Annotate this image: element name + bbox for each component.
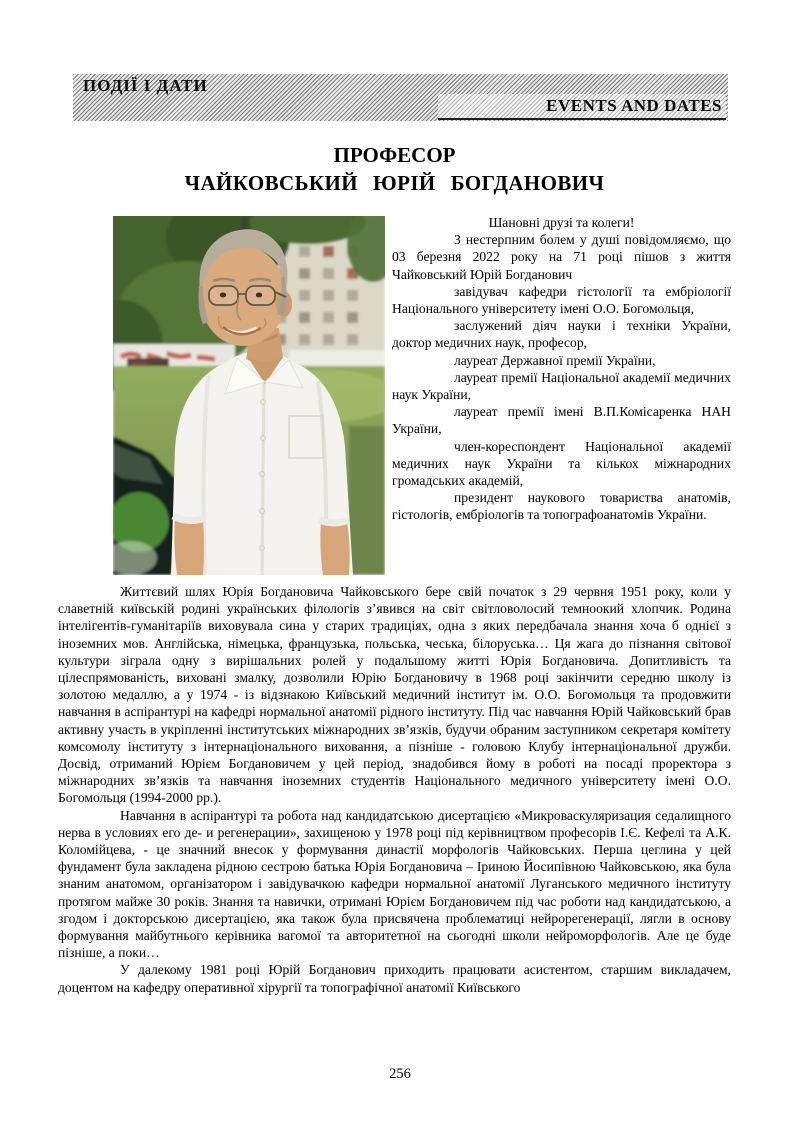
page-number: 256	[389, 1066, 411, 1082]
dedication-paragraph: член-кореспондент Національної академії медичних наук України та кількох міжнародних громадських академій,	[392, 438, 731, 489]
section-header-band	[73, 74, 728, 121]
article-title-line2: ЧАЙКОВСЬКИЙ ЮРІЙ БОГДАНОВИЧ	[184, 171, 605, 195]
dedication-paragraph: З нестерпним болем у душі повідомляємо, що 03 березня 2022 року на 71 році пішов з життя Чайковський Юрій Богданович	[392, 232, 731, 282]
fence	[289, 350, 385, 366]
dedication-paragraph: завідувач кафедри гістології та ембріології Національного університету імені О.О. Богомольця,	[392, 283, 731, 317]
body-paragraph: Життєвий шлях Юрія Богдановича Чайковського бере свій початок з 29 червня 1951 року, коли у славетній київській родині українських філологів з’явився на світ світловолосий темноокий хлопчик. Родина інтелігентів-гуманітаріїв виховувала сина у старих традиціях, одна з яких передбачала знання хоча б однієї з іноземних мов. Англійська, німецька, французька, польська, чеська, білоруська… Ця жага до пізнання світової культури зіграла одну з вирішальних ролей у подальшому житті Юрія Богдановича. Допитливість та цілеспрямованість, виховані змалку, дозволили Юрію Богдановичу в 1968 році закінчити середню школу із золотою медаллю, а у 1974 - із відзнакою Київський медичний інститут ім. О.О. Богомольця та продовжити навчання в аспірантурі на кафедрі нормальної анатомії рідного інституту. Під час навчання Юрій Чайковський брав активну участь в укріпленні інститутських міжнародних зв’язків, будучи обраним заступником секретаря комітету комсомолу інституту з інтернаціонального виховання, а пізніше - головою Клубу інтернаціональної дружби. Досвід, отриманий Юрієм Богдановичем у цей період, знадобився йому в роботі на посаді проректора з міжнародних зв’язків та навчання іноземних студентів Національного медичного університету імені О.О. Богомольця (1994-2000 рр.).	[58, 584, 731, 806]
rubric-title-english: EVENTS AND DATES	[546, 96, 722, 115]
dedication-paragraph: президент наукового товариства анатомів, гістологів, ембріологів та топографоанатомів України.	[392, 490, 731, 523]
salutation: Шановні друзі та колеги!	[488, 215, 635, 230]
article-title	[58, 141, 731, 197]
dedication-paragraph: лауреат премії імені В.П.Комісаренка НАН України,	[392, 404, 731, 437]
dedication-paragraph: заслужений діяч науки і техніки України, доктор медичних наук, професор,	[392, 318, 731, 351]
dedication-paragraph: лауреат Державної премії України,	[454, 352, 656, 368]
dedication-paragraph: лауреат премії Національної академії медичних наук України,	[392, 369, 731, 403]
article-title-line1: ПРОФЕСОР	[333, 143, 456, 167]
rubric-title-english-box	[438, 94, 726, 120]
body-paragraph: У далекому 1981 році Юрій Богданович приходить працювати асистентом, старшим викладачем, доцентом на кафедру оперативної хірургії та топографічної анатомії Київського	[58, 962, 731, 995]
portrait-photo	[113, 216, 385, 575]
rubric-title-ukrainian: ПОДІЇ І ДАТИ	[83, 76, 208, 95]
body-paragraph: Навчання в аспірантурі та робота над кандидатською дисертацією «Микроваскуляризация седалищного нерва в условиях его де- и регенерации», захищеною у 1978 році під керівництвом професорів І.Є. Кефелі та А.К. Коломійцева, - це значний внесок у формування династії морфологів Чайковських. Перша цеглина у цей фундамент була закладена рідною сестрою батька Юрія Богдановича – Іриною Йосипівною Чайковською, яка була знаним анатомом, організатором і завідувачкою кафедри нормальної анатомії Луганського медичного інституту протягом майже 30 років. Знання та навички, отримані Юрієм Богдановичем під час роботи над кандидатською, а згодом і докторською дисертацією, яка також була присвячена проблематиці нейрорегенерації, лягли в основу формування майбутнього керівника вагомої та авторитетної на сьогодні школи нейроморфологів. Але це буде пізніше, а поки…	[58, 807, 731, 961]
article-body	[58, 214, 731, 996]
portrait-photo-illustration	[113, 216, 385, 575]
